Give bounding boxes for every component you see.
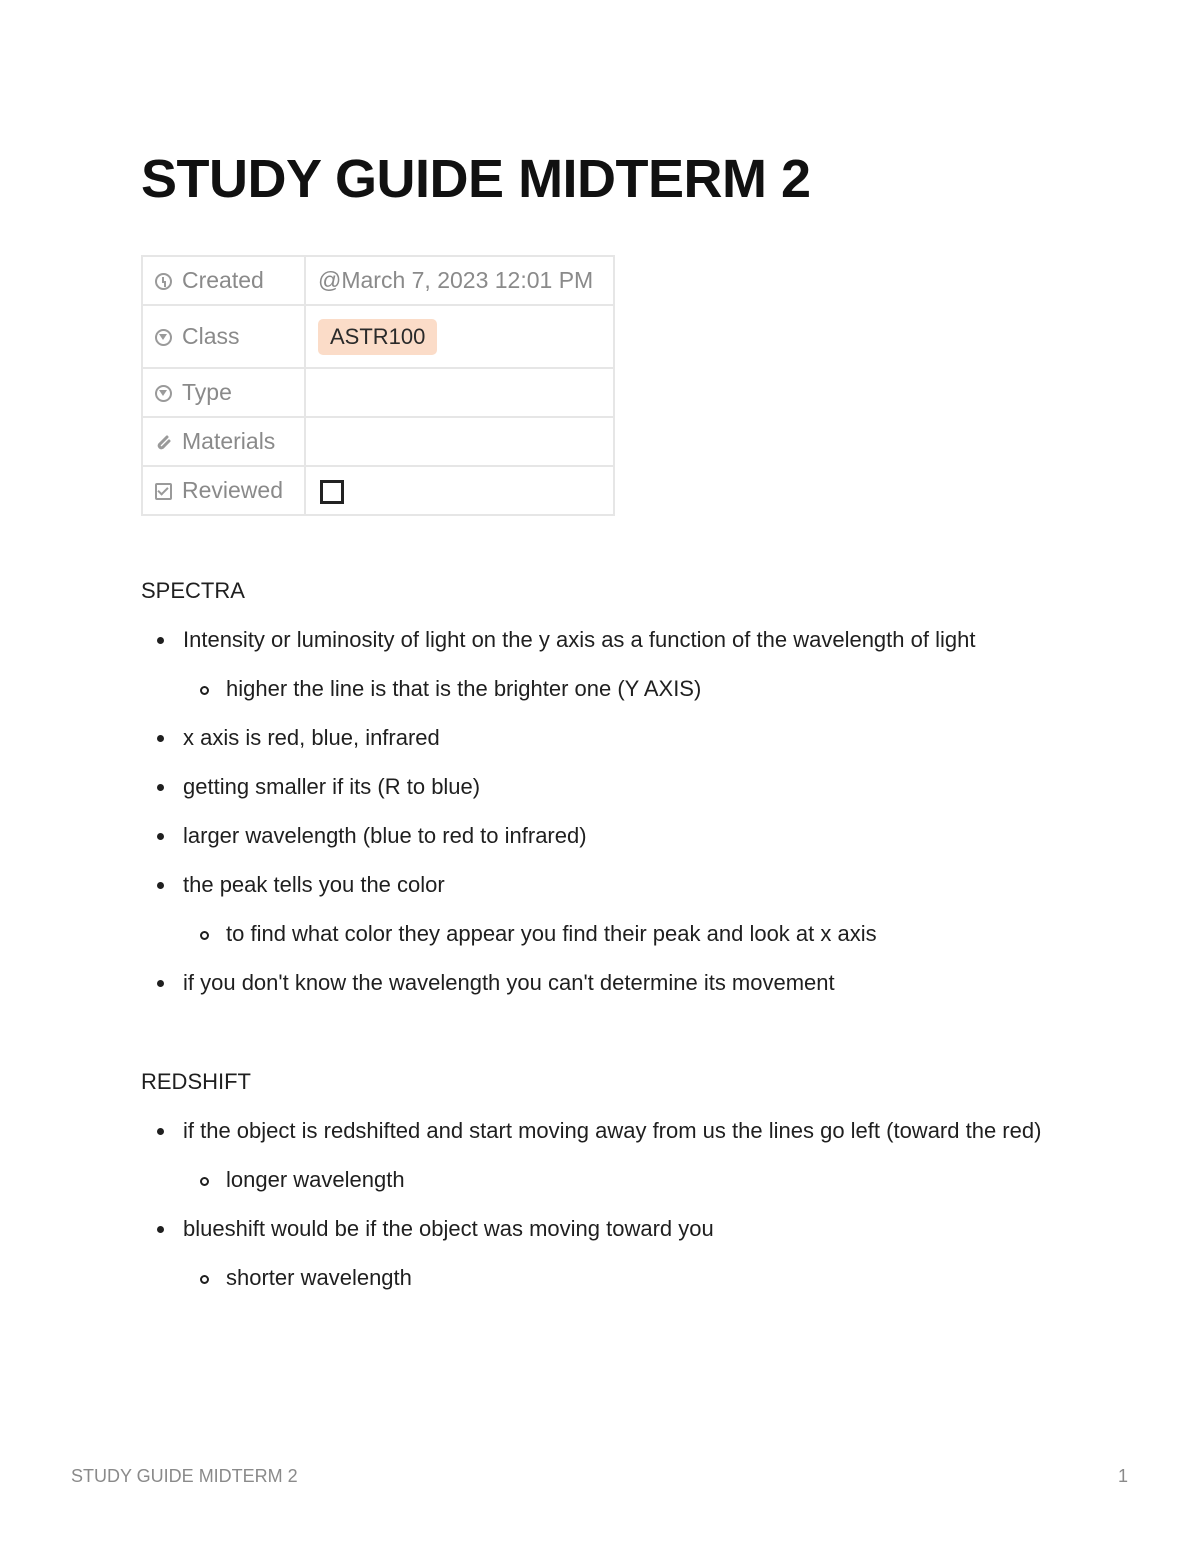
materials-value[interactable] [305, 417, 614, 466]
properties-table [141, 255, 615, 516]
page-title: STUDY GUIDE MIDTERM 2 [141, 149, 811, 209]
list-item: blueshift would be if the object was moving toward you [155, 1212, 1075, 1246]
list-item: getting smaller if its (R to blue) [155, 770, 1075, 804]
list-item: x axis is red, blue, infrared [155, 721, 1075, 755]
list-item: longer wavelength [198, 1163, 1075, 1197]
page-number: 1 [1118, 1466, 1129, 1486]
list-item: shorter wavelength [198, 1261, 1075, 1295]
property-label: Class [182, 323, 240, 349]
property-row-class [142, 305, 614, 368]
class-tag[interactable]: ASTR100 [318, 319, 437, 355]
type-value[interactable] [305, 368, 614, 417]
clock-icon [155, 273, 172, 290]
property-row-type [142, 368, 614, 417]
redshift-list [155, 1114, 1075, 1310]
property-label: Reviewed [182, 477, 283, 503]
property-label: Materials [182, 428, 276, 454]
property-row-created [142, 256, 614, 305]
created-value: @March 7, 2023 12:01 PM [305, 256, 614, 305]
list-item: the peak tells you the color [155, 868, 1075, 902]
select-icon [155, 329, 172, 346]
list-item: larger wavelength (blue to red to infrared) [155, 819, 1075, 853]
property-row-materials [142, 417, 614, 466]
property-label: Created [182, 267, 264, 293]
list-item: if the object is redshifted and start moving away from us the lines go left (toward the red) [155, 1114, 1075, 1148]
list-item: Intensity or luminosity of light on the y axis as a function of the wavelength of light [155, 623, 1075, 657]
paperclip-icon [155, 430, 172, 447]
reviewed-checkbox[interactable] [320, 480, 344, 504]
section-heading-spectra: SPECTRA [141, 578, 245, 603]
checkbox-icon [155, 483, 172, 500]
list-item: to find what color they appear you find their peak and look at x axis [198, 917, 1075, 951]
property-row-reviewed [142, 466, 614, 515]
list-item: higher the line is that is the brighter one (Y AXIS) [198, 672, 1075, 706]
spectra-list [155, 623, 1075, 1015]
select-icon [155, 385, 172, 402]
list-item: if you don't know the wavelength you can't determine its movement [155, 966, 1075, 1000]
property-label: Type [182, 379, 232, 405]
section-heading-redshift: REDSHIFT [141, 1069, 251, 1094]
footer-title: STUDY GUIDE MIDTERM 2 [71, 1466, 298, 1486]
